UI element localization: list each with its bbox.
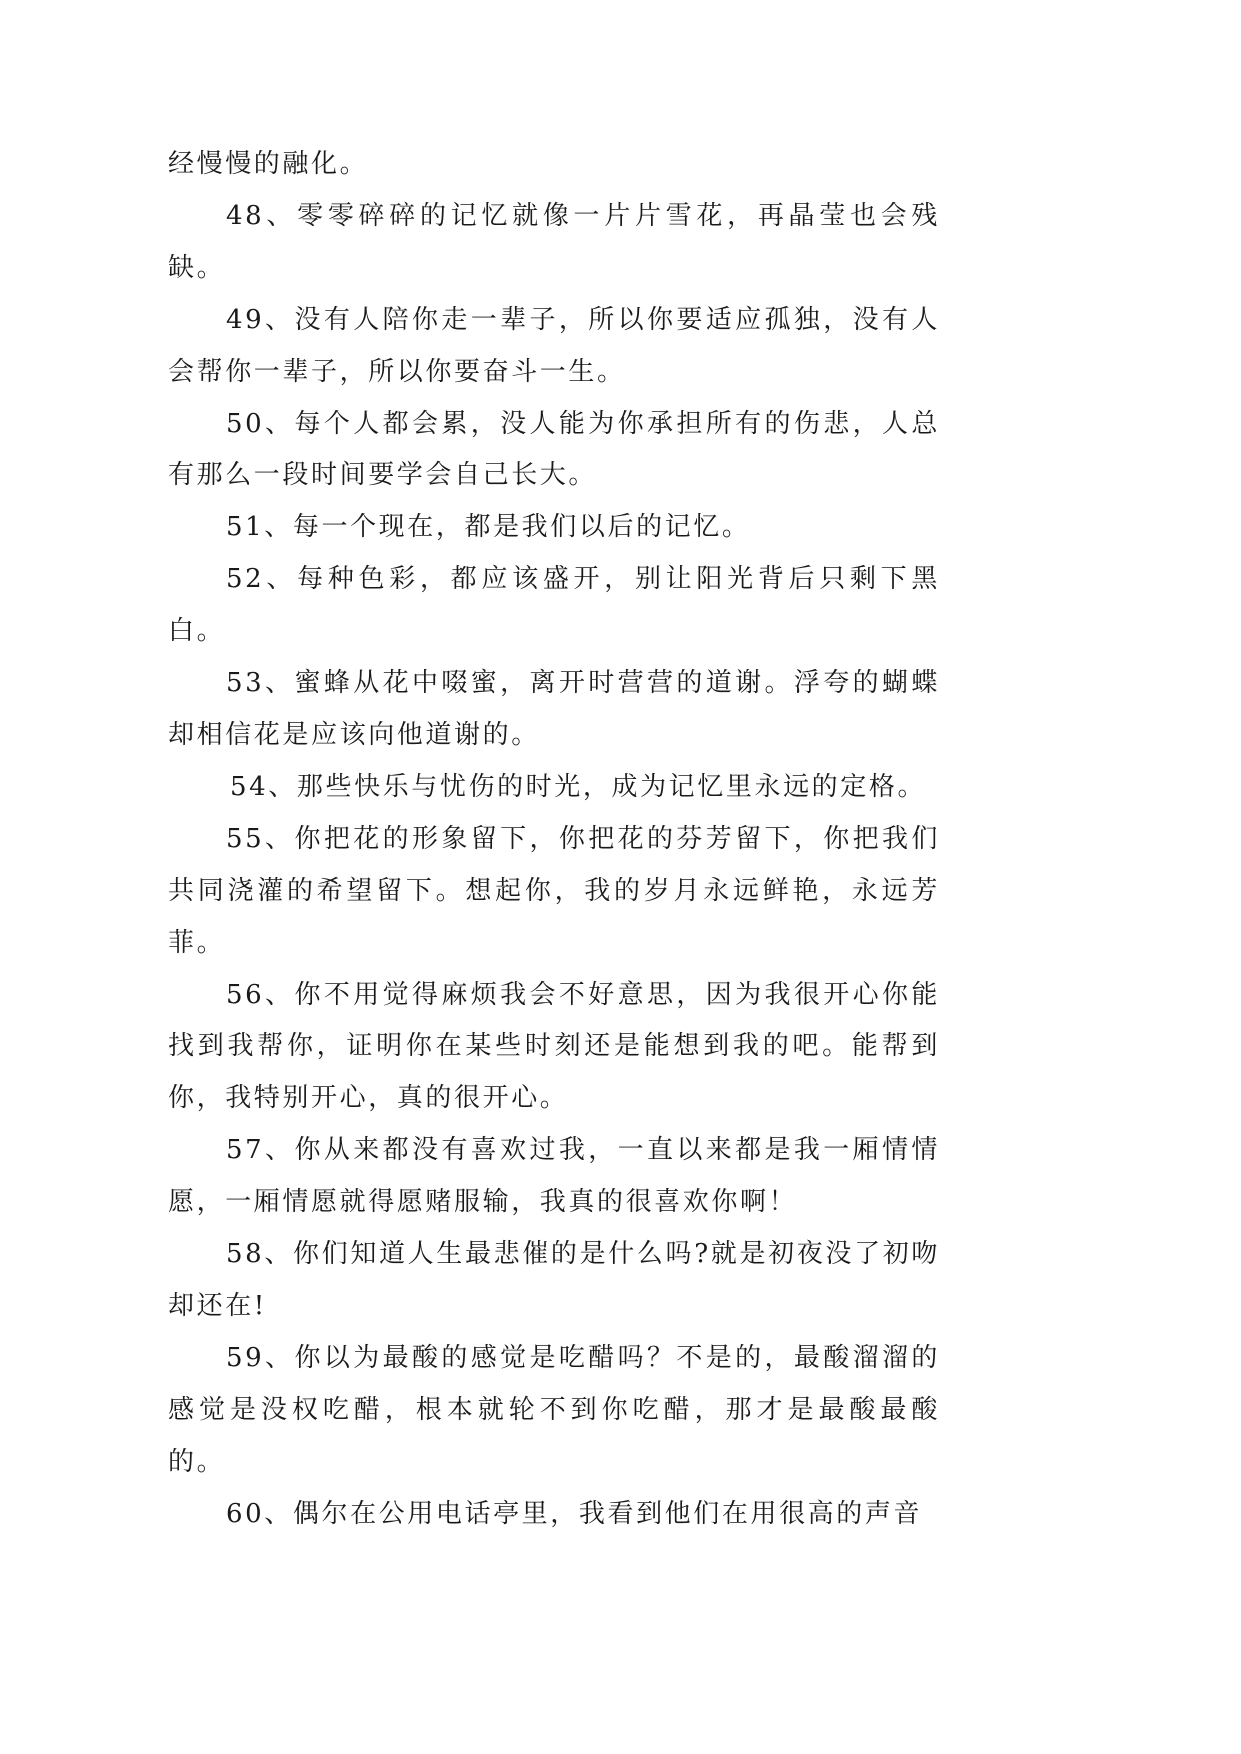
paragraph-54: 54、那些快乐与忧伤的时光，成为记忆里永远的定格。 <box>230 771 927 802</box>
paragraph-51: 51、每一个现在，都是我们以后的记忆。 <box>226 512 751 543</box>
paragraph-58: 58、你们知道人生最悲催的是什么吗?就是初夜没了初吻却还在! <box>168 1239 940 1321</box>
paragraph-56: 56、你不用觉得麻烦我会不好意思，因为我很开心你能找到我帮你，证明你在某些时刻还是能想到我的吧。能帮到你，我特别开心，真的很开心。 <box>168 979 940 1114</box>
body-text <box>168 139 940 1540</box>
paragraph-59: 59、你以为最酸的感觉是吃醋吗？不是的，最酸溜溜的感觉是没权吃醋，根本就轮不到你吃醋，那才是最酸最酸的。 <box>168 1342 940 1477</box>
paragraph-53: 53、蜜蜂从花中啜蜜，离开时营营的道谢。浮夸的蝴蝶却相信花是应该向他道谢的。 <box>168 668 940 750</box>
paragraph-continuation: 经慢慢的融化。 <box>168 149 369 179</box>
paragraph-50: 50、每个人都会累，没人能为你承担所有的伤悲，人总有那么一段时间要学会自己长大。 <box>168 408 940 491</box>
paragraph-57: 57、你从来都没有喜欢过我，一直以来都是我一厢情情愿，一厢情愿就得愿赌服输，我真的很喜欢你啊！ <box>168 1135 940 1218</box>
paragraph-52: 52、每种色彩，都应该盛开，别让阳光背后只剩下黑白。 <box>168 564 940 647</box>
paragraph-60: 60、偶尔在公用电话亭里，我看到他们在用很高的声音 <box>226 1498 923 1529</box>
paragraph-49: 49、没有人陪你走一辈子，所以你要适应孤独，没有人会帮你一辈子，所以你要奋斗一生。 <box>168 304 940 387</box>
paragraph-55: 55、你把花的形象留下，你把花的芬芳留下，你把我们共同浇灌的希望留下。想起你，我的岁月永远鲜艳，永远芳菲。 <box>168 823 940 958</box>
paragraph-48: 48、零零碎碎的记忆就像一片片雪花，再晶莹也会残缺。 <box>168 200 940 283</box>
